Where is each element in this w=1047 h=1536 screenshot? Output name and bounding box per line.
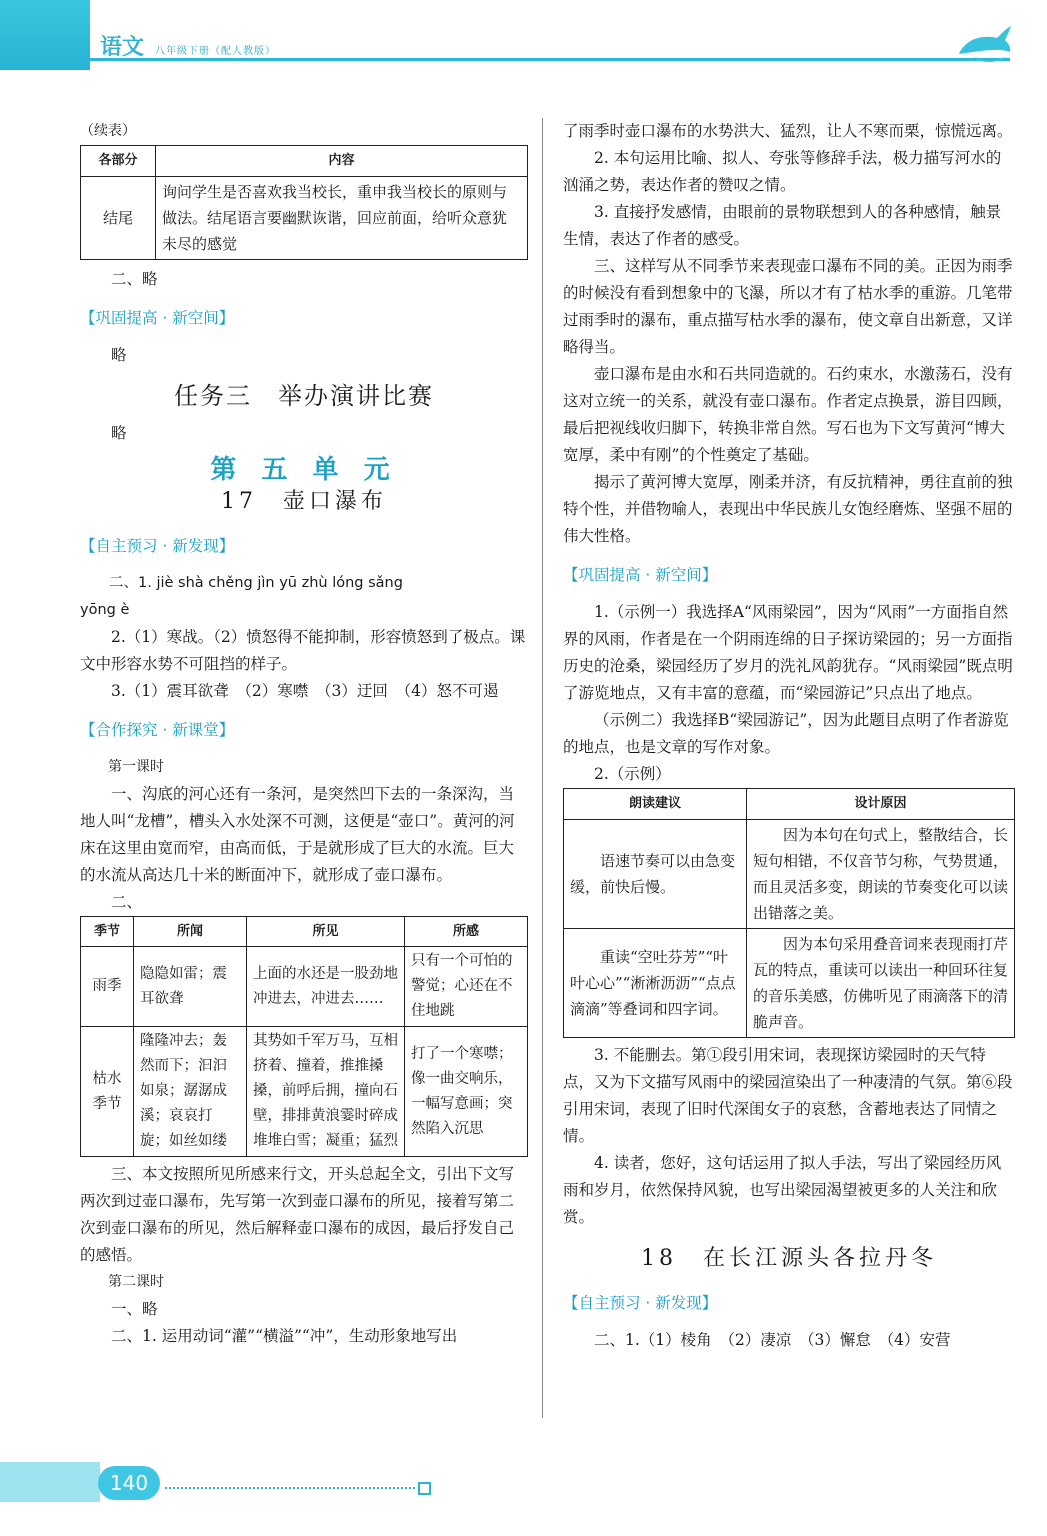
reading-advice-table [563, 788, 1015, 1038]
table-cell: 因为本句采用叠音词来表现雨打芹瓦的特点，重读可以读出一种回环往复的音乐美感，仿佛听见了雨滴落下的清脆声音。 [747, 929, 1015, 1038]
table-cell: 雨季 [81, 947, 134, 1027]
table-header: 朗读建议 [564, 789, 747, 820]
paragraph: 2. 本句运用比喻、拟人、夸张等修辞手法，极力描写河水的汹涌之势，表达作者的赞叹之情。 [563, 149, 1002, 194]
paragraph: 一、略 [111, 1300, 158, 1318]
period-label: 第二课时 [108, 1274, 164, 1290]
table-cell: 其势如千军万马，互相挤着、撞着，推推搡搡，前呼后拥，撞向石壁，排排黄浪霎时碎成堆堆白雪；凝重；猛烈 [247, 1027, 405, 1157]
table-header: 所见 [247, 917, 405, 947]
lesson-title: 17 壶口瀑布 [221, 489, 387, 514]
footer-color-band [0, 1462, 100, 1502]
section-heading: 【巩固提高 · 新空间】 [563, 566, 718, 584]
paragraph: 二、1. 运用动词“灌”“横溢”“冲”，生动形象地写出 [111, 1327, 458, 1345]
paragraph: 二、略 [111, 270, 158, 288]
table-cell: 语速节奏可以由急变缓，前快后慢。 [564, 820, 747, 929]
table-cell: 隆隆冲去；轰然而下；汩汩如泉；潺潺成溪；哀哀打旋；如丝如缕 [134, 1027, 247, 1157]
section-heading: 【自主预习 · 新发现】 [80, 537, 235, 555]
table-header: 所闻 [134, 917, 247, 947]
table-cell: 结尾 [81, 177, 156, 260]
paragraph: 2.（示例） [594, 765, 671, 783]
speech-structure-table [80, 145, 528, 260]
paragraph: 了雨季时壶口瀑布的水势洪大、猛烈，让人不寒而栗，惊慌远离。 [563, 122, 1013, 140]
lesson-title: 18 在长江源头各拉丹冬 [641, 1246, 937, 1271]
table-cell: 上面的水还是一股劲地冲进去，冲进去…… [247, 947, 405, 1027]
waterfall-season-table [80, 916, 528, 1157]
table-cell: 因为本句在句式上，整散结合，长短句相错，不仅音节匀称，气势贯通，而且灵活多变，朗读的节奏变化可以读出错落之美。 [747, 820, 1015, 929]
table-cell: 枯水季节 [81, 1027, 134, 1157]
table-header: 设计原因 [747, 789, 1015, 820]
column-divider [542, 118, 543, 1418]
page-number: 140 [98, 1466, 160, 1500]
table-cell: 询问学生是否喜欢我当校长，重申我当校长的原则与做法。结尾语言要幽默诙谐，回应前面，给听众意犹未尽的感觉 [156, 177, 528, 260]
paragraph: 1.（示例一）我选择A“风雨梁园”，因为“风雨”一方面指自然界的风雨，作者是在一个阴雨连绵的日子探访梁园的；另一方面指历史的沧桑，梁园经历了岁月的洗礼风韵犹存。“风雨梁园”既点明了游览地点，又有丰富的意蕴，而“梁园游记”只点出了地点。 [563, 603, 1013, 702]
footer-square-icon [418, 1482, 431, 1495]
table-header: 所感 [405, 917, 528, 947]
section-heading: 【自主预习 · 新发现】 [563, 1294, 718, 1312]
dolphin-icon [955, 18, 1015, 66]
paragraph: （示例二）我选择B“梁园游记”，因为此题目点明了作者游览的地点，也是文章的写作对象。 [563, 711, 1009, 756]
table-header: 季节 [81, 917, 134, 947]
paragraph: 3. 直接抒发感情，由眼前的景物联想到人的各种感情，触景生情，表达了作者的感受。 [563, 203, 1002, 248]
paragraph: 3.（1）震耳欲聋 （2）寒噤 （3）迂回 （4）怒不可遏 [111, 682, 499, 700]
paragraph: 略 [111, 424, 127, 442]
paragraph: 4. 读者，您好，这句话运用了拟人手法，写出了梁园经历风雨和岁月，依然保持风貌，也写出梁园渴望被更多的人关注和欣赏。 [563, 1154, 1002, 1226]
paragraph: 三、本文按照所见所感来行文，开头总起全文，引出下文写两次到过壶口瀑布，先写第一次到壶口瀑布的所见，接着写第二次到壶口瀑布的所见，然后解释壶口瀑布的成因，最后抒发自己的感悟。 [80, 1165, 515, 1264]
unit-title: 第 五 单 元 [210, 455, 398, 485]
section-heading: 【巩固提高 · 新空间】 [80, 309, 235, 327]
table-header: 内容 [156, 146, 528, 177]
table-cell: 打了一个寒噤；像一曲交响乐，一幅写意画；突然陷入沉思 [405, 1027, 528, 1157]
section-heading: 【合作探究 · 新课堂】 [80, 721, 235, 739]
paragraph: 二、1.（1）棱角 （2）凄凉 （3）懈怠 （4）安营 [594, 1331, 951, 1349]
header-rule [90, 58, 1010, 61]
paragraph: 揭示了黄河博大宽厚，刚柔并济，有反抗精神，勇往直前的独特个性，并借物喻人，表现出中华民族儿女饱经磨炼、坚强不屈的伟大性格。 [563, 473, 1013, 545]
paragraph: 壶口瀑布是由水和石共同造就的。石约束水，水激荡石，没有这对立统一的关系，就没有壶口瀑布。作者定点换景，游目四顾，最后把视线收归脚下，转换非常自然。写石也为下文写黄河“博大宽厚，柔中有刚”的个性奠定了基础。 [563, 365, 1013, 464]
header-subject: 语文 [100, 35, 145, 60]
table-header: 各部分 [81, 146, 156, 177]
right-column [563, 118, 1015, 1354]
cont-label: （续表） [80, 123, 136, 139]
task-title: 任务三 举办演讲比赛 [174, 382, 434, 410]
paragraph: 略 [111, 346, 127, 364]
paragraph: 三、这样写从不同季节来表现壶口瀑布不同的美。正因为雨季的时候没有看到想象中的飞瀑，所以才有了枯水季的重游。几笔带过雨季时的瀑布，重点描写枯水季的瀑布，使文章自出新意，又详略得当。 [563, 257, 1013, 356]
footer-dotted-rule [165, 1487, 415, 1489]
paragraph: 2.（1）寒战。（2）愤怒得不能抑制，形容愤怒到了极点。课文中形容水势不可阻挡的样子。 [80, 628, 526, 673]
paragraph: 一、沟底的河心还有一条河，是突然凹下去的一条深沟，当地人叫“龙槽”，槽头入水处深不可测，这便是“壶口”。黄河的河床在这里由宽而窄，由高而低，于是就形成了巨大的水流。巨大的水流从高达几十米的断面冲下，就形成了壶口瀑布。 [80, 785, 515, 884]
pinyin-line: yōng è [80, 602, 130, 618]
table-cell: 隐隐如雷；震耳欲聋 [134, 947, 247, 1027]
left-column [80, 118, 528, 1350]
header-color-band [0, 0, 90, 70]
table-cell: 重读“空吐芬芳”“叶叶心心”“淅淅沥沥”“点点滴滴”等叠词和四字词。 [564, 929, 747, 1038]
period-label: 第一课时 [108, 759, 164, 775]
table-cell: 只有一个可怕的警觉；心还在不住地跳 [405, 947, 528, 1027]
paragraph: 二、 [111, 893, 143, 911]
pinyin-line: 二、1. jiè shà chěng jìn yū zhù lóng sǎng [109, 575, 403, 591]
header-grade: 八年级下册（配人教版） [155, 46, 276, 57]
paragraph: 3. 不能删去。第①段引用宋词，表现探访梁园时的天气特点，又为下文描写风雨中的梁园渲染出了一种凄清的气氛。第⑥段引用宋词，表现了旧时代深闺女子的哀愁，含蓄地表达了同情之情。 [563, 1046, 1013, 1145]
